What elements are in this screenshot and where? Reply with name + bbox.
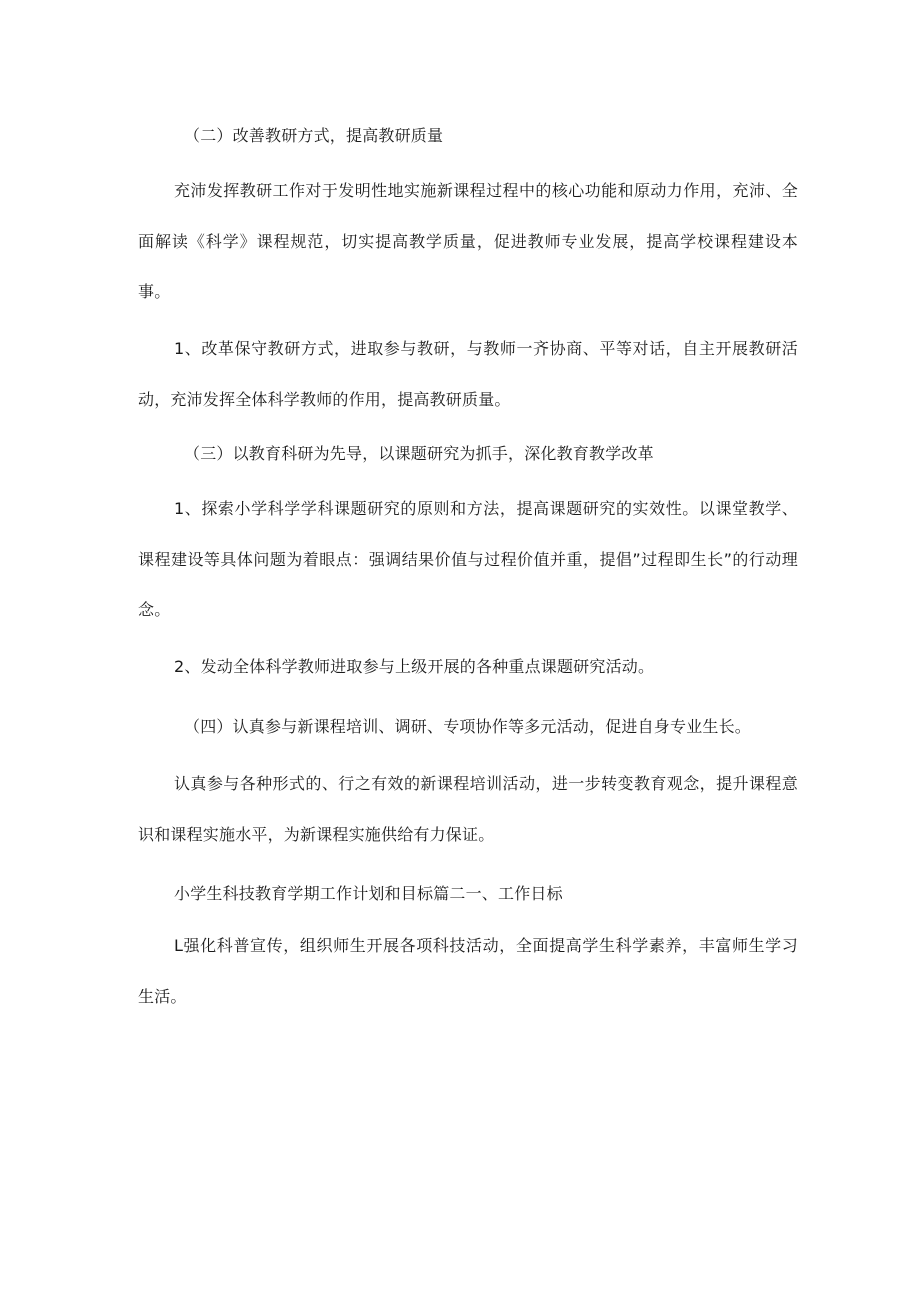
subheading-part-two: 小学生科技教育学期工作计划和目标篇二一、工作日标 (174, 884, 563, 903)
paragraph-item-l-promotion: L强化科普宣传，组织师生开展各项科技活动，全面提高学生科学素养，丰富师生学习生活。 (138, 936, 798, 1006)
section-heading-3: （三）以教育科研为先导，以课题研究为抓手，深化教育教学改革 (184, 444, 654, 463)
paragraph-item-1-explore: 1、探索小学科学学科课题研究的原则和方法，提高课题研究的实效性。以课堂教学、课程建设等具体问题为着眼点：强调结果价值与过程价值并重，提倡”过程即生长”的行动理念。 (138, 499, 798, 619)
section-heading-2: （二）改善教研方式，提高教研质量 (184, 126, 444, 145)
paragraph-item-1-reform: 1、改革保守教研方式，进取参与教研，与教师一齐协商、平等对话，自主开展教研活动，充沛发挥全体科学教师的作用，提高教研质量。 (138, 339, 798, 409)
section-heading-4: （四）认真参与新课程培训、调研、专项协作等多元活动，促进自身专业生长。 (184, 717, 752, 736)
paragraph-training: 认真参与各种形式的、行之有效的新课程培训活动，进一步转变教育观念，提升课程意识和课程实施水平，为新课程实施供给有力保证。 (138, 774, 798, 844)
paragraph-teaching-research: 充沛发挥教研工作对于发明性地实施新课程过程中的核心功能和原动力作用，充沛、全面解读《科学》课程规范，切实提高教学质量，促进教师专业发展，提高学校课程建设本事。 (138, 181, 798, 301)
paragraph-item-2-mobilize: 2、发动全体科学教师进取参与上级开展的各种重点课题研究活动。 (174, 657, 655, 676)
